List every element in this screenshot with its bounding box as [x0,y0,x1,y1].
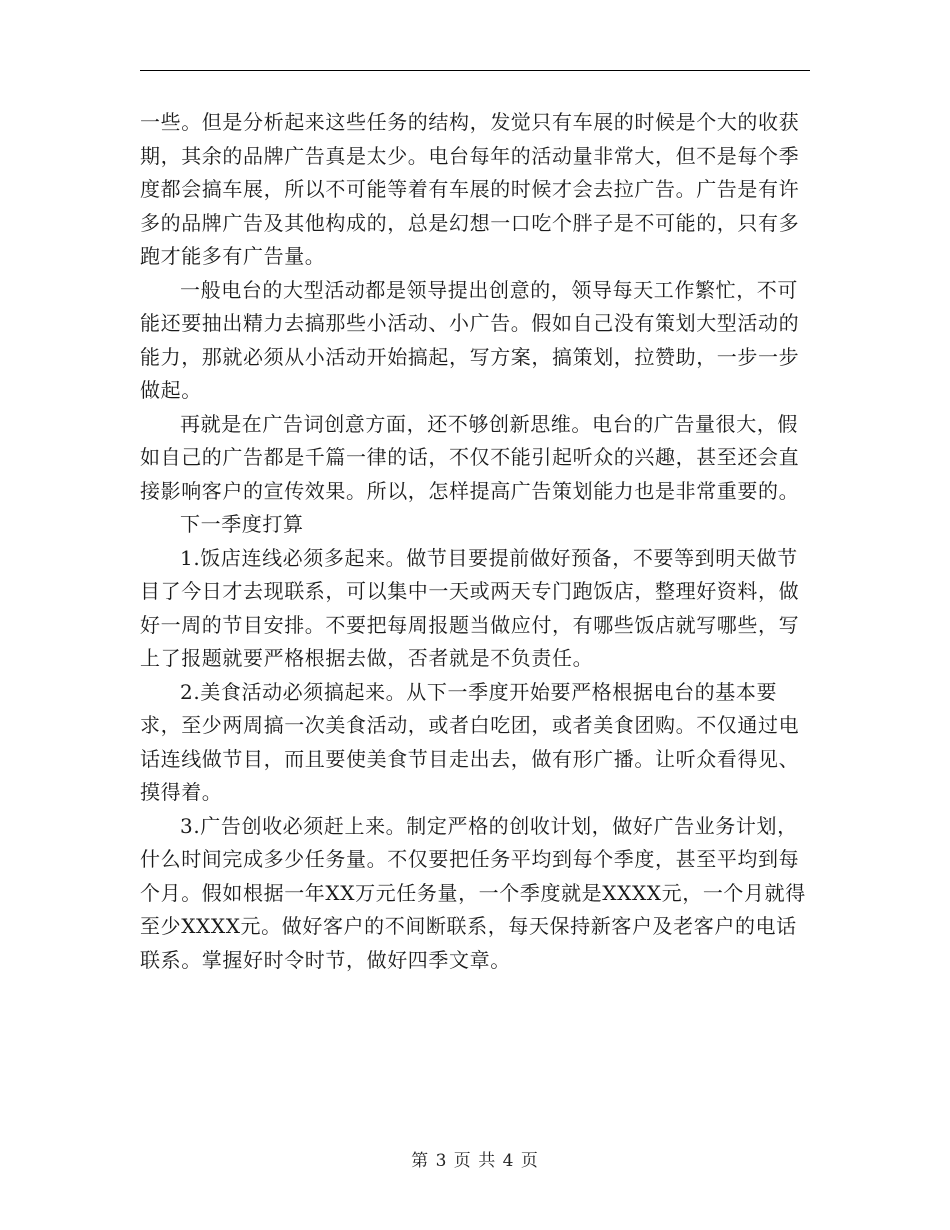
list-item: 3.广告创收必须赶上来。制定严格的创收计划，做好广告业务计划，什么时间完成多少任务量。不仅要把任务平均到每个季度，甚至平均到每个月。假如根据一年XX万元任务量，一个季度就是XXXX元，一个月就得至少XXXX元。做好客户的不间断联系，每天保持新客户及老客户的电话联系。掌握好时令时节，做好四季文章。 [140,813,806,972]
paragraph: 再就是在广告词创意方面，还不够创新思维。电台的广告量很大，假如自己的广告都是千篇一律的话，不仅不能引起听众的兴趣，甚至还会直接影响客户的宣传效果。所以，怎样提高广告策划能力也是非常重要的。 [140,411,800,503]
paragraph: 一般电台的大型活动都是领导提出创意的，领导每天工作繁忙，不可能还要抽出精力去搞那些小活动、小广告。假如自己没有策划大型活动的能力，那就必须从小活动开始搞起，写方案，搞策划，拉赞助，一步一步做起。 [140,277,800,402]
page-number-footer: 第 3 页 共 4 页 [411,1151,539,1171]
list-item: 1.饭店连线必须多起来。做节目要提前做好预备，不要等到明天做节目了今日才去现联系，可以集中一天或两天专门跑饭店，整理好资料，做好一周的节目安排。不要把每周报题当做应付，有哪些饭店就写哪些，写上了报题就要严格根据去做，否者就是不负责任。 [140,545,800,670]
list-item: 2.美食活动必须搞起来。从下一季度开始要严格根据电台的基本要求，至少两周搞一次美食活动，或者白吃团，或者美食团购。不仅通过电话连线做节目，而且要使美食节目走出去，做有形广播。让听众看得见、摸得着。 [140,679,800,804]
header-divider [140,70,810,71]
section-heading: 下一季度打算 [180,512,304,536]
paragraph: 一些。但是分析起来这些任务的结构，发觉只有车展的时候是个大的收获期，其余的品牌广告真是太少。电台每年的活动量非常大，但不是每个季度都会搞车展，所以不可能等着有车展的时候才会去拉广告。广告是有许多的品牌广告及其他构成的，总是幻想一口吃个胖子是不可能的，只有多跑才能多有广告量。 [140,110,800,268]
document-body [140,106,810,977]
